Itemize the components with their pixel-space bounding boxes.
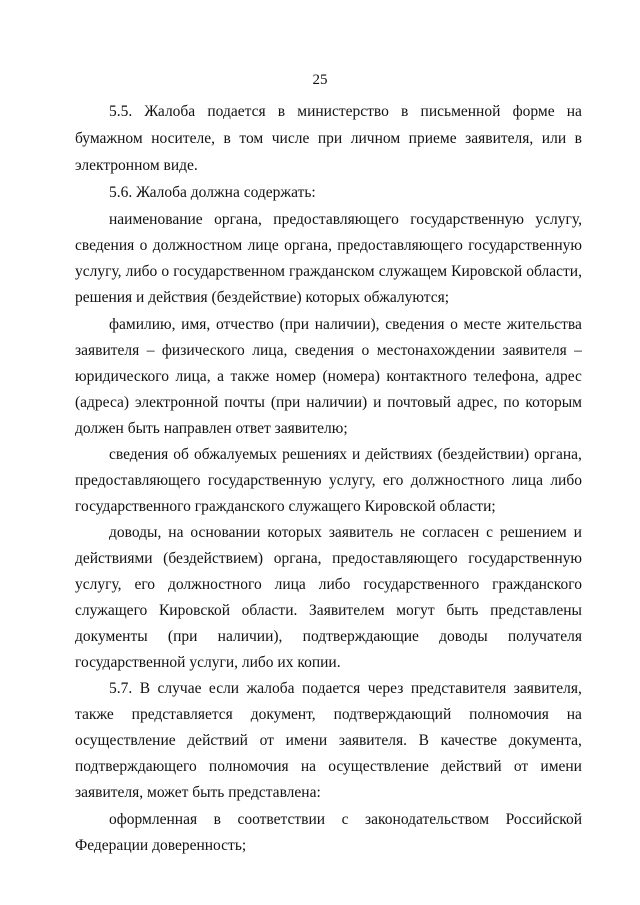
- word: подтверждающий: [333, 706, 452, 723]
- text-line: [109, 524, 582, 542]
- word: на: [168, 524, 184, 541]
- word: В: [139, 680, 151, 697]
- word: от: [259, 732, 274, 749]
- word: приеме: [408, 130, 457, 147]
- word: представлены: [490, 602, 582, 619]
- text-line: заявителя, может быть представлена:: [75, 784, 321, 801]
- word: получателя: [507, 628, 582, 645]
- word: документы: [75, 628, 148, 645]
- word: фамилию,: [109, 316, 176, 333]
- word: адрес: [545, 368, 582, 385]
- word: государственную: [468, 237, 582, 254]
- word: служащем: [378, 263, 448, 280]
- word: письменной: [420, 103, 501, 120]
- word: имени: [540, 758, 582, 775]
- word: действий: [441, 758, 502, 775]
- word: наличии): [306, 394, 368, 411]
- word: с: [486, 524, 494, 541]
- word: гражданском: [288, 263, 375, 280]
- text-line: [75, 342, 582, 360]
- word: решением: [499, 524, 567, 541]
- word: услугу,: [535, 211, 582, 228]
- text-line: [75, 758, 582, 776]
- text-line: [75, 576, 582, 594]
- text-line: Федерации доверенность;: [75, 837, 247, 854]
- word: государственном: [173, 263, 285, 280]
- word: или: [541, 130, 567, 147]
- word: документа,: [508, 732, 582, 749]
- text-line: [75, 550, 582, 568]
- word: быть: [446, 602, 479, 619]
- word: государственную: [207, 472, 322, 489]
- word: на: [566, 103, 582, 120]
- word: лица: [511, 472, 543, 489]
- word: предоставляющего: [273, 211, 399, 228]
- word: услугу,: [75, 576, 122, 593]
- word: органа,: [273, 550, 322, 567]
- text-line: должен быть направлен ответ заявителю;: [75, 420, 348, 437]
- word: наличии),: [314, 316, 380, 333]
- word: почты: [224, 394, 265, 411]
- word: с: [341, 811, 349, 828]
- word: полномочия: [469, 706, 549, 723]
- word: либо: [125, 263, 158, 280]
- word: государственного: [363, 576, 480, 593]
- word: предоставляющего: [75, 472, 201, 489]
- word: и: [352, 446, 361, 463]
- word: представляется: [131, 706, 233, 723]
- word: телефона,: [473, 368, 539, 385]
- word: не: [399, 524, 416, 541]
- text-line: государственной услуги, либо их копии.: [75, 654, 341, 671]
- text-line: [75, 706, 582, 724]
- word: его: [134, 576, 156, 593]
- word: лице: [247, 237, 279, 254]
- word: (бездействием): [163, 550, 264, 567]
- word: доводы: [439, 628, 488, 645]
- word: электронной: [134, 394, 219, 411]
- word: местонахождении: [376, 342, 496, 359]
- word: месте: [463, 316, 502, 333]
- text-line: [75, 263, 582, 281]
- word: гражданского: [492, 576, 582, 593]
- word: жительства: [506, 316, 582, 333]
- word: подтверждающие: [302, 628, 419, 645]
- word: предоставляющего: [332, 550, 458, 567]
- word: органа,: [534, 446, 582, 463]
- word: Кировской: [158, 602, 230, 619]
- page-number: 25: [312, 72, 328, 88]
- text-line: [75, 130, 582, 148]
- word: от: [513, 758, 529, 775]
- word: оформленная: [109, 811, 198, 828]
- word: а: [217, 368, 224, 385]
- word: наличии),: [217, 628, 283, 645]
- text-line: [109, 446, 582, 464]
- word: лица,: [175, 368, 211, 385]
- word: подается: [207, 103, 266, 120]
- word: числе: [271, 130, 310, 147]
- word: об: [173, 446, 189, 463]
- word: услугу,: [328, 472, 376, 489]
- text-line: [109, 211, 582, 229]
- word: Российской: [505, 811, 582, 828]
- word: о: [161, 263, 170, 280]
- word: бумажном: [75, 130, 143, 147]
- word: (бездействии): [437, 446, 530, 463]
- word: сведения: [385, 316, 445, 333]
- text-line: [75, 602, 582, 620]
- word: доводы,: [109, 524, 162, 541]
- word: качестве: [440, 732, 498, 749]
- word: заявителя,: [513, 680, 582, 697]
- word: (номера): [322, 368, 380, 385]
- word: и: [373, 394, 382, 411]
- word: решениях: [282, 446, 347, 463]
- word: которым: [525, 394, 582, 411]
- word: при: [317, 130, 343, 147]
- word: государственную: [410, 211, 525, 228]
- word: подается: [302, 680, 361, 697]
- word: если: [208, 680, 240, 697]
- word: сведения: [294, 342, 355, 359]
- word: жалоба: [246, 680, 295, 697]
- word: области.: [241, 602, 298, 619]
- word: заявитель: [328, 524, 394, 541]
- word: должностного: [410, 472, 505, 489]
- word: в: [213, 811, 221, 828]
- word: (адреса): [75, 394, 130, 411]
- word: органа,: [284, 237, 332, 254]
- word: полномочия: [208, 758, 289, 775]
- word: на: [566, 706, 582, 723]
- word: представителя: [410, 680, 507, 697]
- word: также: [75, 706, 114, 723]
- word: носителе,: [151, 130, 215, 147]
- word: действиях: [365, 446, 433, 463]
- word: В: [418, 732, 429, 749]
- word: 5.5.: [109, 103, 133, 120]
- word: контактного: [386, 368, 467, 385]
- text-line: [75, 472, 582, 490]
- word: (при: [167, 628, 198, 645]
- word: его: [382, 472, 404, 489]
- word: –: [146, 342, 155, 359]
- text-line: [109, 316, 582, 334]
- word: согласен: [422, 524, 480, 541]
- word: номер: [275, 368, 316, 385]
- word: форме: [512, 103, 555, 120]
- word: могут: [396, 602, 435, 619]
- word: (при: [279, 316, 310, 333]
- word: в: [401, 103, 409, 120]
- text-line: [75, 394, 582, 412]
- word: на: [300, 758, 317, 775]
- word: отчество: [215, 316, 274, 333]
- word: действиями: [75, 550, 153, 567]
- word: действий: [187, 732, 248, 749]
- word: имя,: [181, 316, 211, 333]
- word: имени: [285, 732, 328, 749]
- word: области,: [526, 263, 582, 280]
- word: подтверждающего: [75, 758, 197, 775]
- text-line: [109, 811, 582, 829]
- word: либо: [550, 472, 582, 489]
- word: документ,: [250, 706, 316, 723]
- word: (при: [270, 394, 301, 411]
- word: государственную: [468, 550, 582, 567]
- word: адрес,: [456, 394, 498, 411]
- word: лица: [274, 576, 306, 593]
- word: Кировской: [451, 263, 523, 280]
- text-line: [75, 732, 582, 750]
- word: и: [573, 524, 582, 541]
- word: о: [139, 237, 148, 254]
- word: о: [450, 316, 458, 333]
- word: министерство: [297, 103, 389, 120]
- word: 5.7.: [109, 680, 133, 697]
- text-line: [75, 628, 582, 646]
- word: сведения: [75, 237, 135, 254]
- word: осуществление: [328, 758, 429, 775]
- text-line: [75, 368, 582, 386]
- word: случае: [157, 680, 202, 697]
- text-line: [109, 680, 582, 698]
- word: Жалоба: [144, 103, 196, 120]
- word: осуществление: [75, 732, 176, 749]
- word: служащего: [75, 602, 148, 619]
- word: органа,: [214, 211, 262, 228]
- word: наименование: [109, 211, 203, 228]
- word: либо: [318, 576, 351, 593]
- word: заявителя,: [465, 130, 534, 147]
- word: основании: [190, 524, 261, 541]
- word: сведения: [109, 446, 169, 463]
- word: в: [574, 130, 582, 147]
- word: должностного: [167, 576, 262, 593]
- word: том: [239, 130, 264, 147]
- word: законодательством: [365, 811, 490, 828]
- word: заявителя: [502, 342, 567, 359]
- word: обжалуемых: [193, 446, 278, 463]
- word: лица,: [252, 342, 288, 359]
- text-line: 5.6. Жалоба должна содержать:: [109, 184, 316, 201]
- word: в: [223, 130, 231, 147]
- word: –: [574, 342, 582, 359]
- word: по: [503, 394, 520, 411]
- word: физического: [161, 342, 245, 359]
- word: должностном: [152, 237, 243, 254]
- word: заявителя.: [338, 732, 407, 749]
- word: личном: [350, 130, 401, 147]
- text-line: [75, 237, 582, 255]
- word: о: [361, 342, 370, 359]
- word: через: [367, 680, 404, 697]
- word: которых: [267, 524, 322, 541]
- word: соответствии: [237, 811, 326, 828]
- word: юридического: [75, 368, 169, 385]
- text-line: [109, 103, 582, 121]
- text-line: решения и действия (бездействие) которых обжалуются;: [75, 289, 450, 306]
- text-line: государственного гражданского служащего Кировской области;: [75, 498, 496, 515]
- word: также: [230, 368, 270, 385]
- word: заявителя: [75, 342, 140, 359]
- word: в: [277, 103, 286, 120]
- word: почтовый: [387, 394, 452, 411]
- word: предоставляющего: [337, 237, 463, 254]
- word: услугу,: [75, 263, 122, 280]
- word: Заявителем: [309, 602, 385, 619]
- text-line: электронном виде.: [75, 157, 198, 174]
